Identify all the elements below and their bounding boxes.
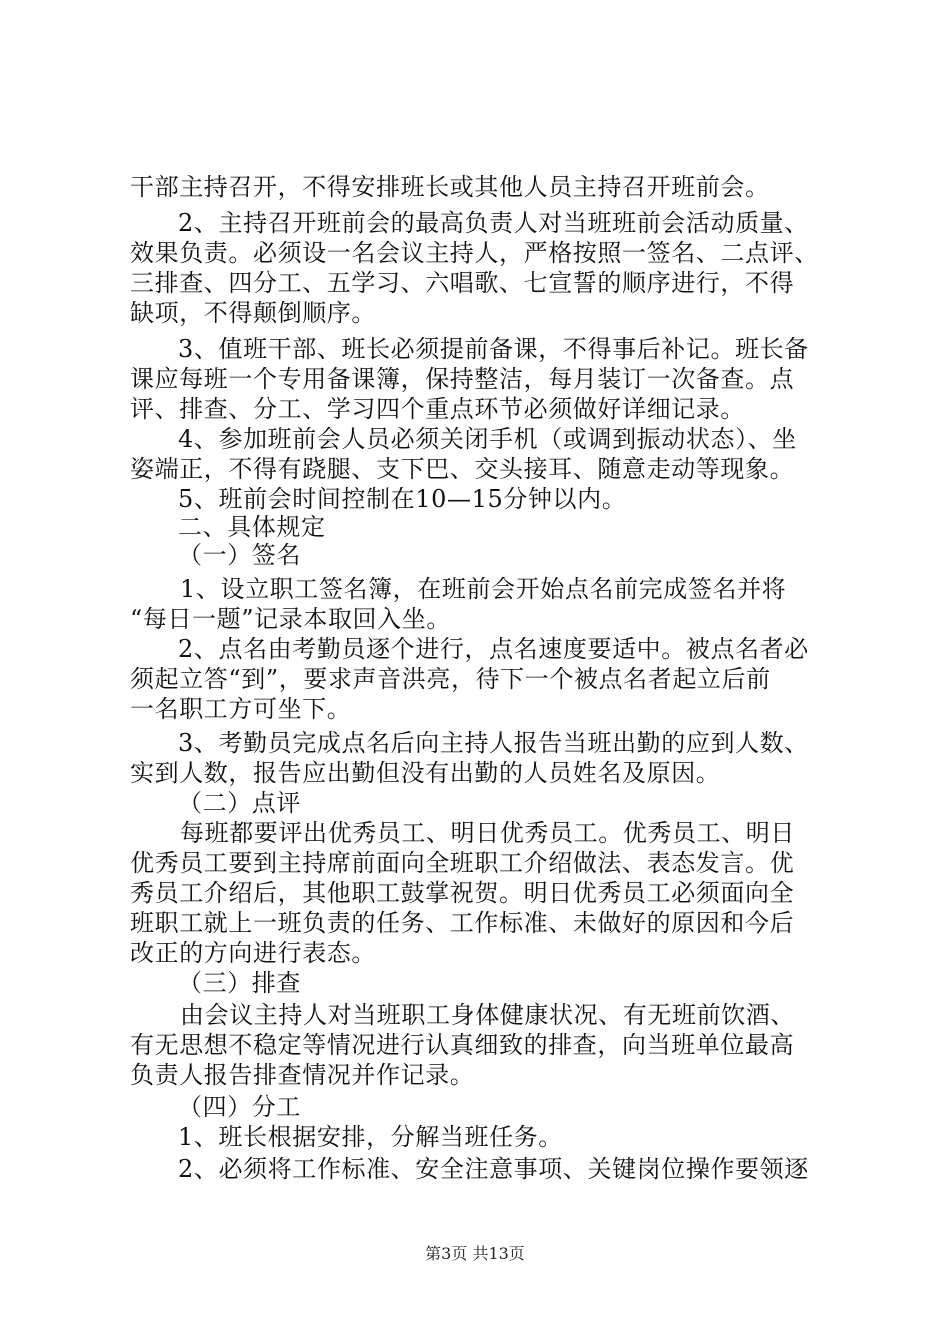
text-line: 课应每班一个专用备课簿，保持整洁，每月装订一次备查。点 [130, 365, 795, 393]
text-line: 三排查、四分工、五学习、六唱歌、七宣誓的顺序进行，不得 [130, 269, 795, 297]
text-line: 3、值班干部、班长必须提前备课，不得事后补记。班长备 [178, 335, 809, 363]
text-line: 2、点名由考勤员逐个进行，点名速度要适中。被点名者必 [178, 635, 809, 663]
text-line: 3、考勤员完成点名后向主持人报告当班出勤的应到人数、 [178, 729, 809, 757]
text-line: 2、必须将工作标准、安全注意事项、关键岗位操作要领逐 [178, 1155, 809, 1183]
text-line: “每日一题”记录本取回入坐。 [130, 605, 451, 633]
text-line: 负责人报告排查情况并作记录。 [130, 1061, 475, 1089]
text-line: 秀员工介绍后，其他职工鼓掌祝贺。明日优秀员工必须面向全 [130, 879, 795, 907]
text-line: 一名职工方可坐下。 [130, 695, 352, 723]
text-line: 实到人数，报告应出勤但没有出勤的人员姓名及原因。 [130, 759, 721, 787]
subsection-heading: （四）分工 [178, 1093, 301, 1121]
text-line: 有无思想不稳定等情况进行认真细致的排查，向当班单位最高 [130, 1031, 795, 1059]
text-line: 由会议主持人对当班职工身体健康状况、有无班前饮酒、 [180, 1001, 795, 1029]
text-line: 2、主持召开班前会的最高负责人对当班班前会活动质量、 [178, 209, 809, 237]
section-heading: 二、具体规定 [178, 513, 326, 541]
text-line: 班职工就上一班负责的任务、工作标准、未做好的原因和今后 [130, 909, 795, 937]
subsection-heading: （三）排查 [178, 969, 301, 997]
page-number-footer: 第3页 共13页 [425, 1244, 525, 1263]
subsection-heading: （一）签名 [178, 541, 301, 569]
text-line: 1、设立职工签名簿，在班前会开始点名前完成签名并将 [180, 575, 787, 603]
subsection-heading: （二）点评 [178, 789, 301, 817]
text-line: 缺项，不得颠倒顺序。 [130, 299, 376, 327]
text-line: 评、排查、分工、学习四个重点环节必须做好详细记录。 [130, 395, 745, 423]
text-line: 1、班长根据安排，分解当班任务。 [178, 1123, 563, 1151]
text-line: 优秀员工要到主持席前面向全班职工介绍做法、表态发言。优 [130, 849, 795, 877]
text-line: 姿端正，不得有跷腿、支下巴、交头接耳、随意走动等现象。 [130, 455, 795, 483]
text-line: 须起立答“到”，要求声音洪亮，待下一个被点名者起立后前 [130, 665, 771, 693]
text-line: 5、班前会时间控制在10—15分钟以内。 [178, 485, 627, 513]
text-line: 4、参加班前会人员必须关闭手机（或调到振动状态）、坐 [178, 425, 797, 453]
text-line: 改正的方向进行表态。 [130, 939, 376, 967]
text-line: 干部主持召开，不得安排班长或其他人员主持召开班前会。 [130, 173, 770, 201]
text-line: 每班都要评出优秀员工、明日优秀员工。优秀员工、明日 [180, 819, 795, 847]
text-line: 效果负责。必须设一名会议主持人，严格按照一签名、二点评、 [130, 239, 819, 267]
